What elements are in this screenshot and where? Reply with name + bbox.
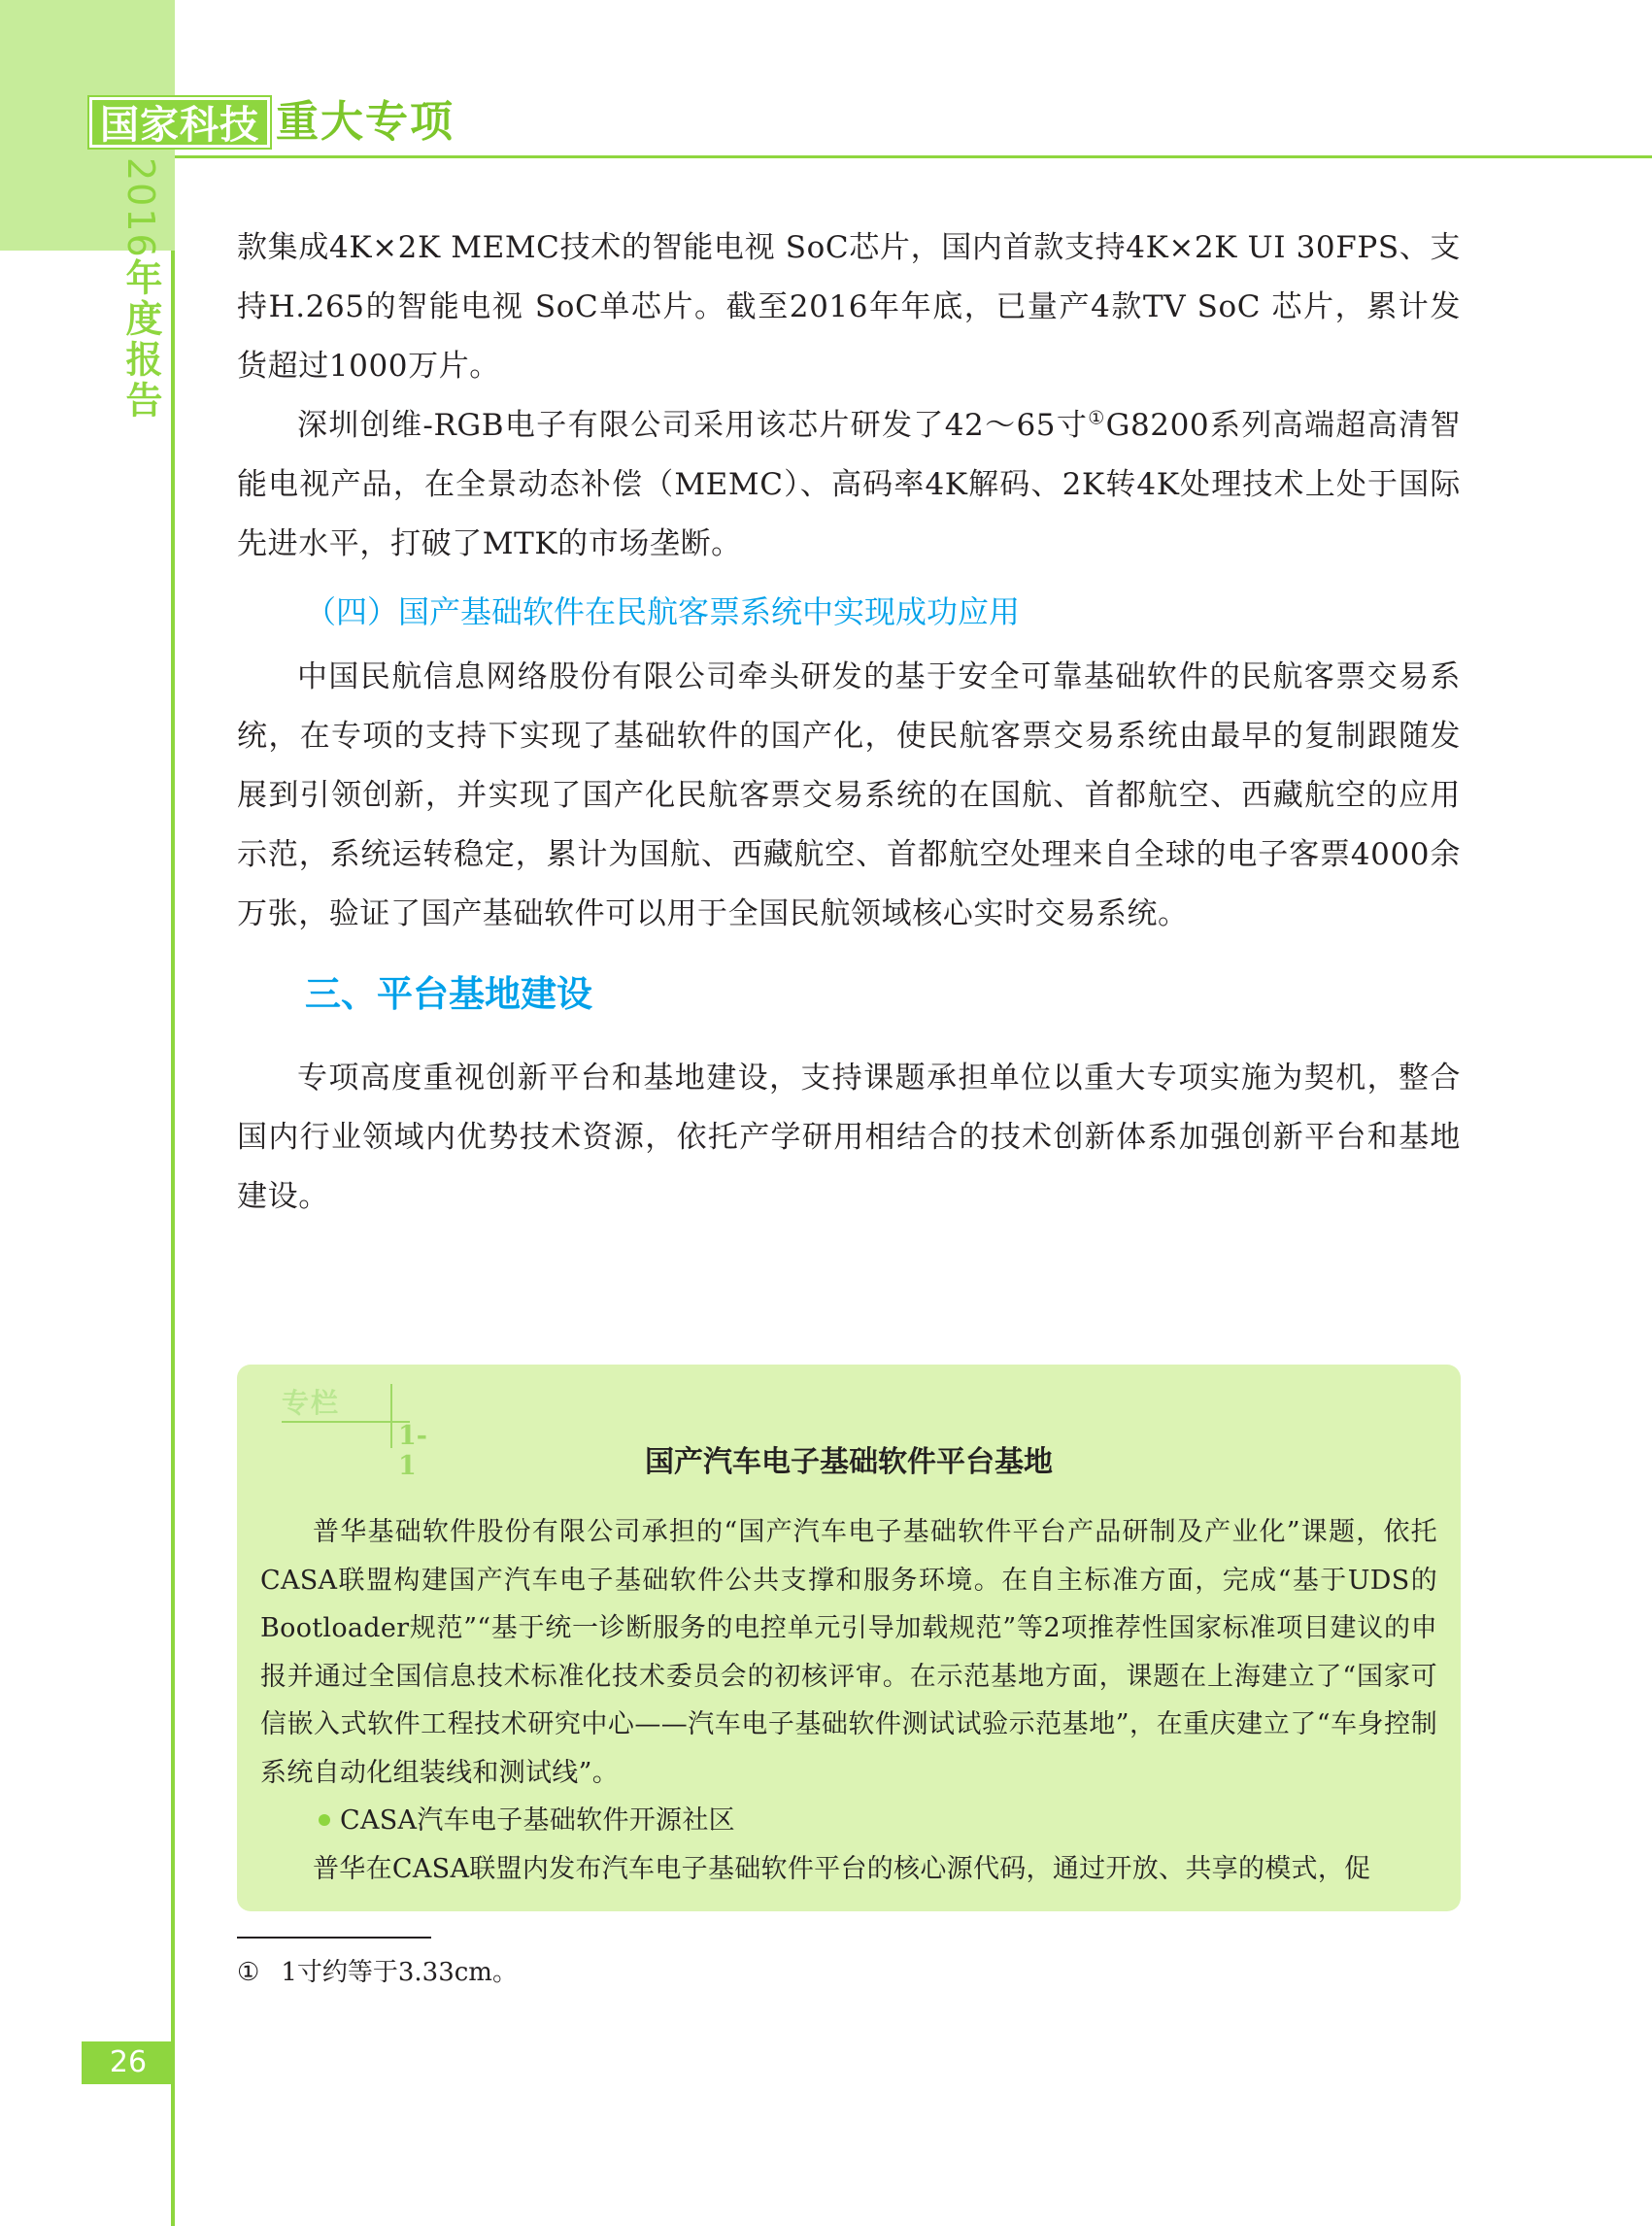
paragraph-skyworth-part2: G8200系列高端超高清智能电视产品，在全景动态补偿（MEMC）、高码率4K解码、2K转4K处理技术上处于国际先进水平，打破了MTK的市场垄断。 — [237, 408, 1461, 561]
column-bullet-text: CASA汽车电子基础软件开源社区 — [340, 1805, 735, 1836]
column-title: 国产汽车电子基础软件平台基地 — [645, 1445, 1053, 1479]
paragraph-skyworth-part1: 深圳创维-RGB电子有限公司采用该芯片研发了42～65寸 — [297, 408, 1089, 443]
paragraph-skyworth — [237, 396, 1461, 574]
sidebar-column-box — [237, 1365, 1461, 1911]
header-logo — [89, 97, 455, 148]
paragraph-platform: 专项高度重视创新平台和基地建设，支持课题承担单位以重大专项实施为契机，整合国内行业领域内优势技术资源，依托产学研用相结合的技术创新体系加强创新平台和基地建设。 — [237, 1061, 1461, 1214]
page-number: 26 — [82, 2041, 175, 2084]
column-tag-label: 专栏 — [282, 1387, 341, 1419]
header-rule — [175, 155, 1652, 158]
column-paragraph-2: 普华在CASA联盟内发布汽车电子基础软件平台的核心源代码，通过开放、共享的模式，促 — [313, 1853, 1371, 1884]
section-heading: 三、平台基地建设 — [305, 973, 592, 1015]
column-bullet-item — [260, 1797, 1437, 1845]
bullet-dot-icon — [319, 1814, 330, 1826]
footnote — [237, 1953, 518, 1992]
main-content — [237, 219, 1461, 1227]
report-year: 2016 — [119, 157, 162, 259]
vertical-report-label — [118, 157, 163, 422]
report-title: 年度报告 — [119, 258, 162, 422]
footnote-reference[interactable]: ① — [1088, 407, 1106, 429]
column-tag-number: 1-1 — [398, 1421, 427, 1481]
column-tag-rule-vertical — [390, 1384, 392, 1448]
paragraph-soc-chip: 款集成4K×2K MEMC技术的智能电视 SoC芯片，国内首款支持4K×2K UI 30FPS、支持H.265的智能电视 SoC单芯片。截至2016年年底，已量产4款TV SoC 芯片，累计发货超过1000万片。 — [237, 230, 1461, 384]
footnote-text: 1寸约等于3.33cm。 — [281, 1958, 518, 1987]
column-body — [260, 1508, 1437, 1893]
column-paragraph-1: 普华基础软件股份有限公司承担的“国产汽车电子基础软件平台产品研制及产业化”课题，依托CASA联盟构建国产汽车电子基础软件公共支撑和服务环境。在自主标准方面，完成“基于UDS的Bootloader规范”“基于统一诊断服务的电控单元引导加载规范”等2项推荐性国家标准项目建议的申报并通过全国信息技术标准化技术委员会的初核评审。在示范基地方面，课题在上海建立了“国家可信嵌入式软件工程技术研究中心——汽车电子基础软件测试试验示范基地”，在重庆建立了“车身控制系统自动化组装线和测试线”。 — [260, 1517, 1437, 1788]
subsection-heading: （四）国产基础软件在民航客票系统中实现成功应用 — [305, 593, 1021, 630]
footnote-rule — [237, 1937, 431, 1939]
logo-label-main: 国家科技 — [89, 97, 270, 148]
footnote-mark: ① — [237, 1958, 260, 1987]
logo-label-sub: 重大专项 — [276, 97, 455, 147]
paragraph-civil-aviation: 中国民航信息网络股份有限公司牵头研发的基于安全可靠基础软件的民航客票交易系统，在专项的支持下实现了基础软件的国产化，使民航客票交易系统由最早的复制跟随发展到引领创新，并实现了国产化民航客票交易系统的在国航、首都航空、西藏航空的应用示范，系统运转稳定，累计为国航、西藏航空、首都航空处理来自全球的电子客票4000余万张，验证了国产基础软件可以用于全国民航领域核心实时交易系统。 — [237, 659, 1461, 931]
